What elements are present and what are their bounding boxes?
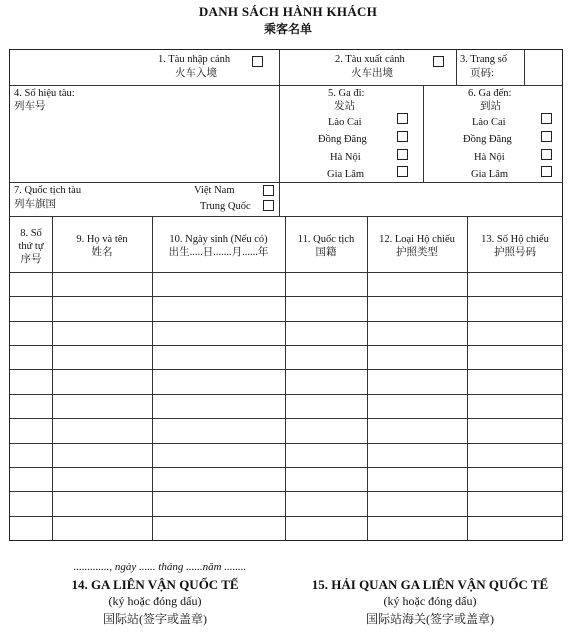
station-sign-note: (ký hoặc đóng dấu) bbox=[108, 594, 202, 608]
customs-sign-note-cn: 国际站海关(签字或盖章) bbox=[366, 612, 494, 626]
customs-title: 15. HẢI QUAN GA LIÊN VẬN QUỐC TẾ bbox=[311, 577, 549, 592]
nationality-option-china: Trung Quốc bbox=[200, 201, 251, 212]
entry-train-label-cn: 火车入境 bbox=[175, 68, 217, 79]
table-row bbox=[10, 369, 562, 370]
table-row bbox=[10, 394, 562, 395]
station-title: 14. GA LIÊN VẬN QUỐC TẾ bbox=[71, 577, 239, 592]
page-number-label-cn: 页码: bbox=[470, 68, 494, 79]
arrival-option-lao-cai: Lào Cai bbox=[472, 117, 506, 128]
nationality-china-checkbox[interactable] bbox=[263, 200, 274, 211]
table-row bbox=[10, 516, 562, 517]
form-title-cn: 乘客名单 bbox=[263, 22, 312, 36]
arrival-option-dong-dang: Đồng Đăng bbox=[463, 134, 512, 145]
nationality-vietnam-checkbox[interactable] bbox=[263, 185, 274, 196]
table-row bbox=[10, 467, 562, 468]
entry-train-label: 1. Tàu nhập cảnh bbox=[158, 54, 231, 65]
passenger-list-form bbox=[9, 49, 563, 541]
col-header-passport-type: 12. Loại Hộ chiếu 护照类型 bbox=[379, 234, 455, 258]
page-number-field[interactable] bbox=[528, 58, 560, 78]
arrival-lao-cai-checkbox[interactable] bbox=[541, 113, 552, 124]
col-header-passport-number: 13. Số Hộ chiếu 护照号码 bbox=[481, 234, 549, 258]
table-row bbox=[10, 418, 562, 419]
arrival-station-label-cn: 到站 bbox=[480, 101, 501, 112]
arrival-station-label: 6. Ga đến: bbox=[468, 88, 512, 99]
arrival-ha-noi-checkbox[interactable] bbox=[541, 149, 552, 160]
train-nationality-label: 7. Quốc tịch tàu bbox=[14, 185, 82, 196]
departure-lao-cai-checkbox[interactable] bbox=[397, 113, 408, 124]
table-row bbox=[10, 296, 562, 297]
departure-station-label: 5. Ga đi: bbox=[328, 88, 365, 99]
departure-option-ha-noi: Hà Nội bbox=[330, 152, 361, 163]
arrival-option-ha-noi: Hà Nội bbox=[474, 152, 505, 163]
table-row bbox=[10, 321, 562, 322]
col-header-dob: 10. Ngày sinh (Nếu có) 出生.....日.......月......年 bbox=[168, 234, 269, 258]
exit-train-label-cn: 火车出境 bbox=[351, 68, 393, 79]
date-line: ............., ngày ...... tháng ......năm ........ bbox=[73, 561, 247, 573]
entry-train-checkbox[interactable] bbox=[252, 56, 263, 67]
exit-train-checkbox[interactable] bbox=[433, 56, 444, 67]
form-title: DANH SÁCH HÀNH KHÁCH bbox=[198, 4, 378, 19]
nationality-option-vietnam: Việt Nam bbox=[194, 185, 235, 196]
customs-sign-note: (ký hoặc đóng dấu) bbox=[383, 594, 477, 608]
exit-train-label: 2. Tàu xuất cảnh bbox=[335, 54, 405, 65]
departure-gia-lam-checkbox[interactable] bbox=[397, 166, 408, 177]
departure-dong-dang-checkbox[interactable] bbox=[397, 131, 408, 142]
table-row bbox=[10, 443, 562, 444]
train-nationality-label-cn: 列车旗国 bbox=[14, 199, 56, 210]
arrival-dong-dang-checkbox[interactable] bbox=[541, 131, 552, 142]
station-sign-note-cn: 国际站(签字或盖章) bbox=[103, 612, 207, 626]
col-header-nationality: 11. Quốc tịch 国籍 bbox=[297, 234, 355, 258]
page-number-label: 3. Trang số bbox=[460, 54, 507, 65]
arrival-option-gia-lam: Gia Lâm bbox=[471, 169, 509, 180]
table-header-divider bbox=[10, 272, 562, 273]
departure-option-lao-cai: Lào Cai bbox=[328, 117, 362, 128]
table-row bbox=[10, 345, 562, 346]
departure-ha-noi-checkbox[interactable] bbox=[397, 149, 408, 160]
departure-option-dong-dang: Đồng Đăng bbox=[318, 134, 367, 145]
col-header-number: 8. Số thứ tự 序号 bbox=[18, 228, 44, 265]
departure-option-gia-lam: Gia Lâm bbox=[327, 169, 365, 180]
col-header-name: 9. Họ và tên 姓名 bbox=[76, 234, 128, 258]
train-number-label: 4. Số hiệu tàu: bbox=[14, 88, 75, 99]
arrival-gia-lam-checkbox[interactable] bbox=[541, 166, 552, 177]
train-number-label-cn: 列车号 bbox=[14, 101, 46, 112]
departure-station-label-cn: 发站 bbox=[334, 101, 355, 112]
table-row bbox=[10, 491, 562, 492]
